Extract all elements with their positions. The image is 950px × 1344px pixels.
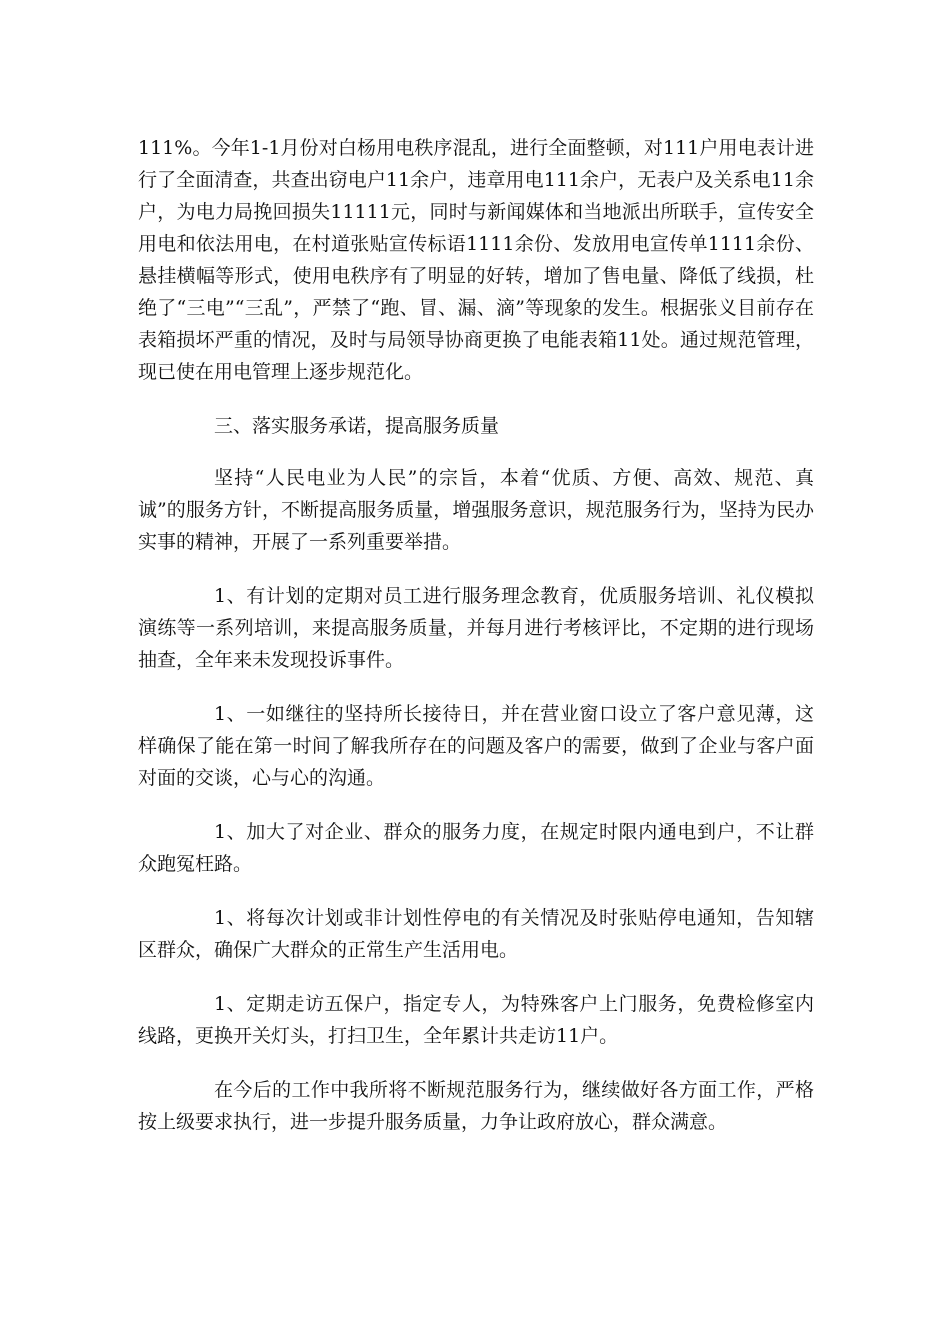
list-item-reception-day: 1、一如继往的坚持所长接待日，并在营业窗口设立了客户意见薄，这样确保了能在第一时间了解我所存在的问题及客户的需要，做到了企业与客户面对面的交谈，心与心的沟通。	[138, 703, 814, 789]
paragraph-conclusion: 在今后的工作中我所将不断规范服务行为，继续做好各方面工作，严格按上级要求执行，进一步提升服务质量，力争让政府放心，群众满意。	[138, 1079, 814, 1133]
list-item-training: 1、有计划的定期对员工进行服务理念教育，优质服务培训、礼仪模拟演练等一系列培训，来提高服务质量，并每月进行考核评比，不定期的进行现场抽查，全年来未发现投诉事件。	[138, 585, 814, 671]
list-item-service-intensity: 1、加大了对企业、群众的服务力度，在规定时限内通电到户，不让群众跑冤枉路。	[138, 821, 814, 875]
paragraph-electricity-order: 111%。今年1-1月份对白杨用电秩序混乱，进行全面整顿，对111户用电表计进行了全面清查，共查出窃电户11余户，违章用电111余户，无表户及关系电11余户，为电力局挽回损失11111元，同时与新闻媒体和当地派出所联手，宣传安全用电和依法用电，在村道张贴宣传标语1111余份、发放用电宣传单1111余份、悬挂横幅等形式，使用电秩序有了明显的好转，增加了售电量、降低了线损，杜绝了“三电”“三乱”，严禁了“跑、冒、漏、滴”等现象的发生。根据张义目前存在表箱损坏严重的情况，及时与局领导协商更换了电能表箱11处。通过规范管理，现已使在用电管理上逐步规范化。	[138, 137, 814, 383]
document-page	[138, 132, 814, 1160]
section-heading-service: 三、落实服务承诺，提高服务质量	[214, 415, 500, 437]
list-item-home-visits: 1、定期走访五保户，指定专人，为特殊客户上门服务，免费检修室内线路，更换开关灯头，打扫卫生，全年累计共走访11户。	[138, 993, 814, 1047]
list-item-outage-notice: 1、将每次计划或非计划性停电的有关情况及时张贴停电通知，告知辖区群众，确保广大群众的正常生产生活用电。	[138, 907, 814, 961]
paragraph-service-principle: 坚持“人民电业为人民”的宗旨，本着“优质、方便、高效、规范、真诚”的服务方针，不断提高服务质量，增强服务意识，规范服务行为，坚持为民办实事的精神，开展了一系列重要举措。	[138, 467, 814, 553]
